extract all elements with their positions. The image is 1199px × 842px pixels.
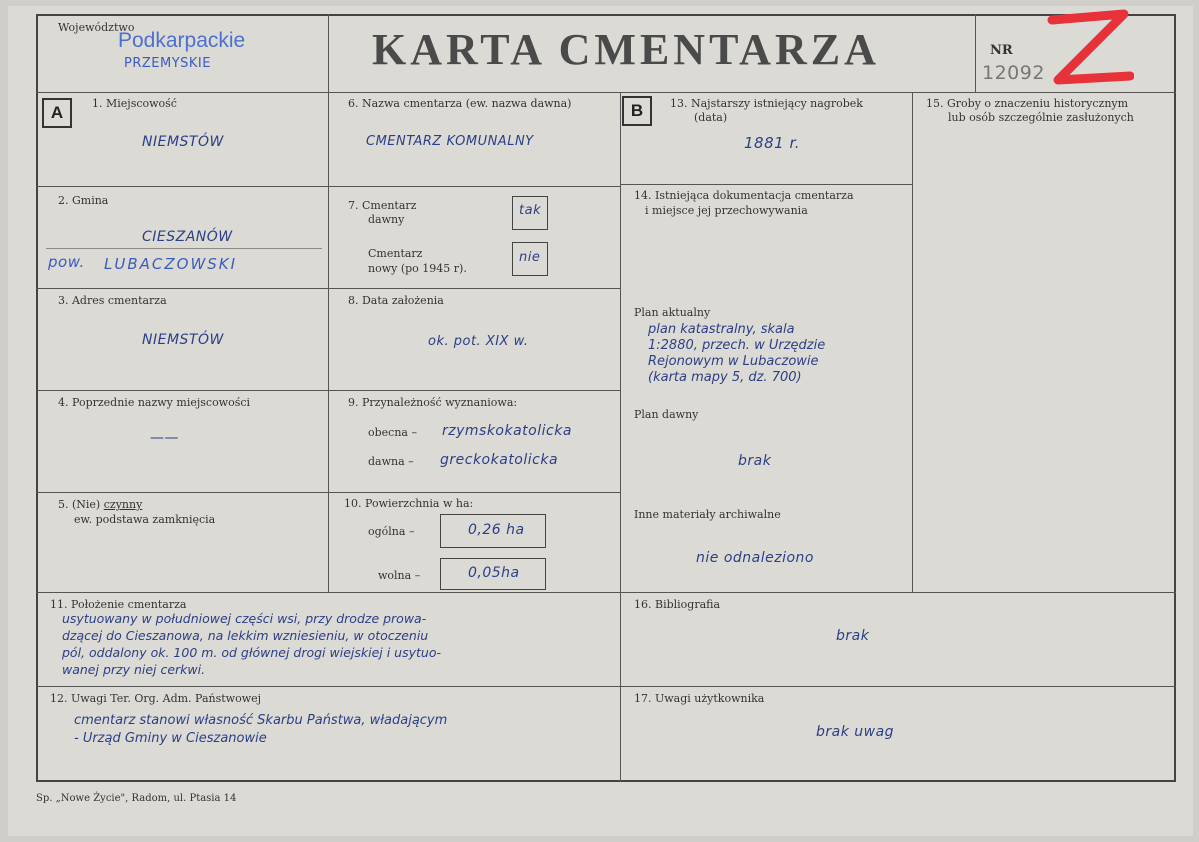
- f11-label: 11. Położenie cmentarza: [50, 598, 187, 611]
- section-b-badge: B: [622, 96, 652, 126]
- inne-label: Inne materiały archiwalne: [634, 508, 781, 521]
- f10-ogolna-value: 0,26 ha: [468, 522, 525, 538]
- header-col-left: [328, 14, 329, 92]
- f6-value: CMENTARZ KOMUNALNY: [366, 134, 534, 149]
- plan-dawny-label: Plan dawny: [634, 408, 699, 421]
- f2-prefix: pow.: [48, 253, 85, 271]
- row-rule-6: [36, 686, 1176, 687]
- nr-value: 12092: [982, 62, 1045, 84]
- f15-label-2: lub osób szczególnie zasłużonych: [948, 111, 1134, 124]
- f3-value: NIEMSTÓW: [142, 332, 224, 348]
- f7-label-1: 7. Cmentarz: [348, 199, 417, 212]
- f2-label: 2. Gmina: [58, 194, 109, 207]
- f4-value: ——: [150, 430, 179, 446]
- f15-label-1: 15. Groby o znaczeniu historycznym: [926, 97, 1129, 110]
- col-a-divider: [328, 92, 329, 592]
- header-rule: [36, 92, 1176, 93]
- plan-aktualny-line: (karta mapy 5, dz. 700): [648, 370, 802, 385]
- row-rule-2: [36, 288, 620, 289]
- nr-label: NR: [990, 43, 1013, 58]
- f8-value: ok. pot. XIX w.: [428, 334, 529, 349]
- f14-label-1: 14. Istniejąca dokumentacja cmentarza: [634, 189, 854, 202]
- card-title: KARTA CMENTARZA: [372, 25, 880, 74]
- wojewodztwo-label: Województwo: [58, 21, 135, 34]
- f4-label: 4. Poprzednie nazwy miejscowości: [58, 396, 251, 409]
- f9-label: 9. Przynależność wyznaniowa:: [348, 396, 518, 409]
- big-z-mark: [1044, 6, 1134, 92]
- row-rule-1: [36, 186, 620, 187]
- printer-footer: Sp. „Nowe Życie", Radom, ul. Ptasia 14: [36, 793, 237, 804]
- region-stamp: Podkarpackie: [118, 29, 246, 52]
- f12-line: - Urząd Gminy w Cieszanowie: [74, 731, 267, 746]
- row-rule-5: [36, 592, 1176, 593]
- col-ab-divider: [620, 92, 621, 782]
- f14-label-2: i miejsce jej przechowywania: [645, 204, 808, 217]
- row-rule-4: [36, 492, 620, 493]
- f2-value: CIESZANÓW: [142, 229, 233, 245]
- f7-nowy-value: nie: [519, 250, 541, 265]
- f11-value: [62, 610, 441, 678]
- row-rule-3: [36, 390, 620, 391]
- f12-label: 12. Uwagi Ter. Org. Adm. Państwowej: [50, 692, 262, 705]
- f10-ogolna-label: ogólna –: [368, 525, 415, 538]
- f2-county: LUBACZOWSKI: [104, 255, 238, 273]
- f7-label-4: nowy (po 1945 r).: [368, 262, 467, 275]
- f9-dawna-label: dawna –: [368, 455, 414, 468]
- inne-value: nie odnaleziono: [696, 550, 814, 566]
- plan-dawny-value: brak: [738, 453, 772, 469]
- f5-label-nie: 5. (Nie): [58, 498, 101, 511]
- plan-aktualny-line: 1:2880, przech. w Urzędzie: [648, 338, 826, 353]
- f9-dawna-value: greckokatolicka: [440, 452, 559, 468]
- f16-label: 16. Bibliografia: [634, 598, 721, 611]
- header-col-right: [975, 14, 976, 92]
- f12-value: [74, 712, 447, 748]
- f3-label: 3. Adres cmentarza: [58, 294, 167, 307]
- col-b-divider: [912, 92, 913, 592]
- plan-aktualny-line: plan katastralny, skala: [648, 322, 795, 337]
- plan-aktualny-value: [648, 322, 825, 386]
- plan-aktualny-label: Plan aktualny: [634, 306, 711, 319]
- f6-label: 6. Nazwa cmentarza (ew. nazwa dawna): [348, 97, 572, 110]
- f5-label: [58, 498, 142, 512]
- f13-label-2: (data): [694, 111, 728, 124]
- f11-line: wanej przy niej cerkwi.: [62, 662, 206, 677]
- section-a-badge: A: [42, 98, 72, 128]
- f10-label: 10. Powierzchnia w ha:: [344, 497, 474, 510]
- f17-label: 17. Uwagi użytkownika: [634, 692, 765, 705]
- f7-label-3: Cmentarz: [368, 247, 423, 260]
- region-handwritten: PRZEMYSKIE: [124, 56, 211, 71]
- f10-wolna-value: 0,05ha: [468, 565, 520, 581]
- row-rule-1b: [620, 184, 912, 185]
- f11-line: usytuowany w południowej części wsi, przy drodze prowa-: [62, 611, 427, 626]
- f9-obecna-label: obecna –: [368, 426, 417, 439]
- f17-value: brak uwag: [816, 724, 895, 740]
- f13-label-1: 13. Najstarszy istniejący nagrobek: [670, 97, 863, 110]
- f7-label-2: dawny: [368, 213, 405, 226]
- f9-obecna-value: rzymskokatolicka: [442, 423, 572, 439]
- f2-underline: [46, 248, 322, 249]
- f12-line: cmentarz stanowi własność Skarbu Państwa, władającym: [74, 713, 448, 728]
- f1-value: NIEMSTÓW: [142, 134, 224, 150]
- f7-dawny-value: tak: [519, 203, 542, 218]
- f5-label-podstawa: ew. podstawa zamknięcia: [74, 513, 216, 526]
- plan-aktualny-line: Rejonowym w Lubaczowie: [648, 354, 819, 369]
- f10-wolna-label: wolna –: [378, 569, 421, 582]
- f13-value: 1881 r.: [744, 134, 800, 152]
- f1-label: 1. Miejscowość: [92, 97, 177, 110]
- f16-value: brak: [836, 628, 870, 644]
- f8-label: 8. Data założenia: [348, 294, 444, 307]
- f5-label-czynny: czynny: [103, 498, 143, 511]
- f11-line: pól, oddalony ok. 100 m. od głównej drogi wiejskiej i usytuo-: [62, 645, 441, 660]
- f11-line: dzącej do Cieszanowa, na lekkim wzniesieniu, w otoczeniu: [62, 628, 429, 643]
